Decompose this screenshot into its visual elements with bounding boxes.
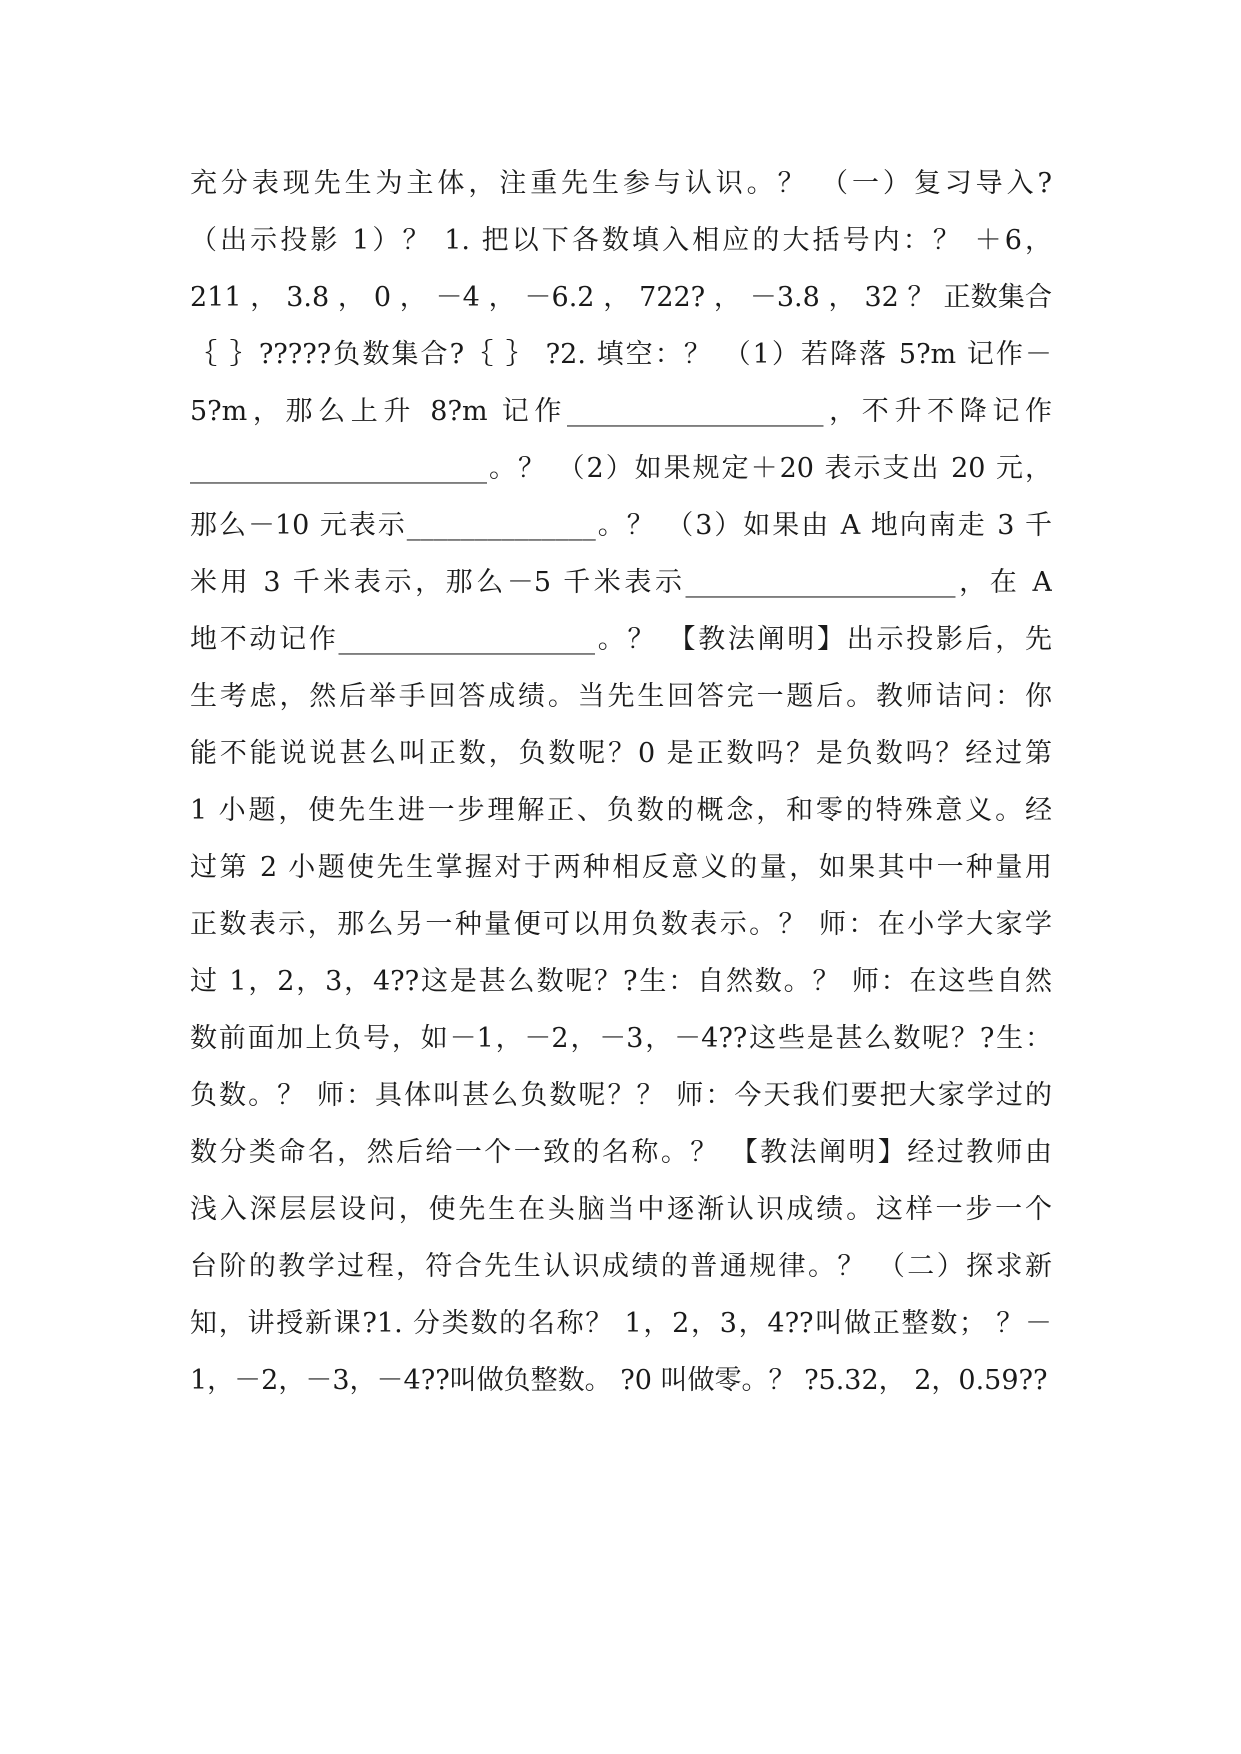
text-line: 充分表现先生为主体，注重先生参与认识。？ （一）复习导入? bbox=[190, 168, 1052, 199]
text-line: 过 1，2，3，4??这是甚么数呢？?生：自然数。？ 师：在这些自然 bbox=[190, 966, 1052, 997]
text-line: 负数。？ 师：具体叫甚么负数呢？？ 师：今天我们要把大家学过的 bbox=[190, 1080, 1052, 1111]
text-line: 1 小题，使先生进一步理解正、负数的概念，和零的特殊意义。经 bbox=[190, 795, 1052, 826]
text-line: 正数表示，那么另一种量便可以用负数表示。？ 师：在小学大家学 bbox=[190, 909, 1052, 940]
text-line: 台阶的教学过程，符合先生认识成绩的普通规律。？ （二）探求新 bbox=[190, 1251, 1052, 1282]
text-line: 生考虑，然后举手回答成绩。当先生回答完一题后。教师诘问：你 bbox=[190, 681, 1052, 712]
text-line: 1，－2，－3，－4??叫做负整数。 ?0 叫做零。？ ?5.32， 2，0.59?? bbox=[190, 1365, 1048, 1396]
text-line: ______________________。？ （2）如果规定＋20 表示支出 20 元， bbox=[190, 453, 1052, 484]
text-line: 那么－10 元表示______________。？ （3）如果由 A 地向南走 3 千 bbox=[190, 510, 1052, 541]
text-line: 5?m，那么上升 8?m 记作___________________，不升不降记作 bbox=[190, 396, 1052, 427]
text-line: 能不能说说甚么叫正数，负数呢？0 是正数吗？是负数吗？经过第 bbox=[190, 738, 1052, 769]
text-line: 数前面加上负号，如－1，－2，－3，－4??这些是甚么数呢？?生： bbox=[190, 1023, 1052, 1054]
text-line: 数分类命名，然后给一个一致的名称。？ 【教法阐明】经过教师由 bbox=[190, 1137, 1052, 1168]
text-line: （出示投影 1）？ 1. 把以下各数填入相应的大括号内：？ ＋6， bbox=[190, 225, 1052, 256]
text-line: 211 ， 3.8 ， 0 ， －4 ， －6.2 ， 722? ， －3.8 ， 32 ？ 正数集合 bbox=[190, 282, 1052, 313]
text-line: 浅入深层层设问，使先生在头脑当中逐渐认识成绩。这样一步一个 bbox=[190, 1194, 1052, 1225]
text-line: 过第 2 小题使先生掌握对于两种相反意义的量，如果其中一种量用 bbox=[190, 852, 1052, 883]
text-line: 知，讲授新课?1. 分类数的名称？ 1，2，3，4??叫做正整数； ？－ bbox=[190, 1308, 1052, 1339]
text-line: 米用 3 千米表示，那么－5 千米表示____________________，在 A bbox=[190, 567, 1052, 598]
text-line: ｛ ｝?????负数集合?｛ ｝ ?2. 填空：？ （1）若降落 5?m 记作－ bbox=[190, 339, 1052, 370]
text-line: 地不动记作___________________。？ 【教法阐明】出示投影后，先 bbox=[190, 624, 1052, 655]
